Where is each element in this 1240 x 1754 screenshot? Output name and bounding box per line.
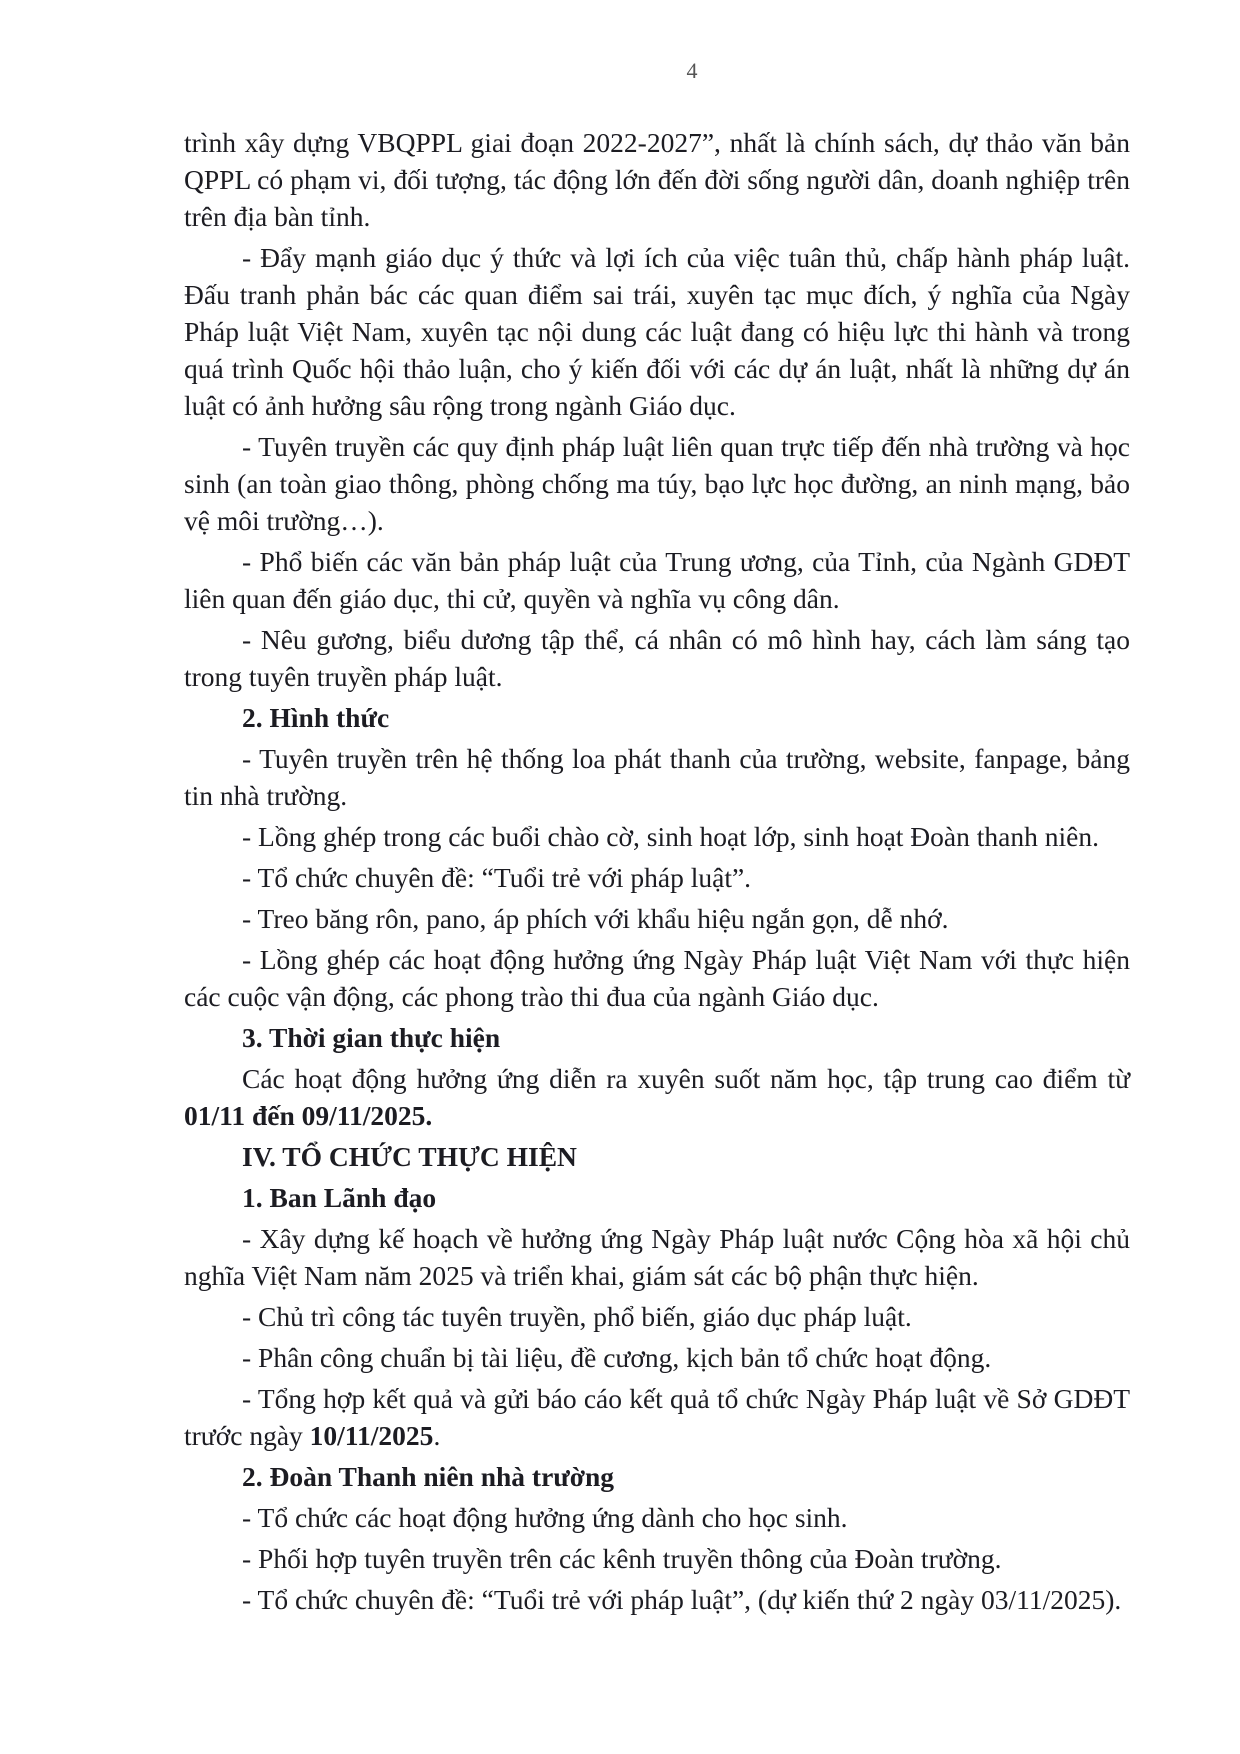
- heading-leadership: 1. Ban Lãnh đạo: [242, 1182, 437, 1213]
- paragraph-banners: - Treo băng rôn, pano, áp phích với khẩu hiệu ngắn gọn, dễ nhớ.: [242, 903, 949, 934]
- heading-youth-union: 2. Đoàn Thanh niên nhà trường: [242, 1461, 615, 1492]
- paragraph-youth-media: - Phối hợp tuyên truyền trên các kênh truyền thông của Đoàn trường.: [242, 1543, 1002, 1574]
- paragraph-youth-topic: - Tổ chức chuyên đề: “Tuổi trẻ với pháp luật”, (dự kiến thứ 2 ngày 03/11/2025).: [242, 1584, 1122, 1615]
- page-number: 4: [686, 58, 698, 83]
- paragraph-youth-activities: - Tổ chức các hoạt động hưởng ứng dành cho học sinh.: [242, 1502, 848, 1533]
- paragraph-campaigns: - Lồng ghép các hoạt động hưởng ứng Ngày Pháp luật Việt Nam với thực hiện các cuộc vận động, các phong trào thi đua của ngành Giáo dục.: [184, 944, 1130, 1012]
- paragraph-broadcast: - Tuyên truyền trên hệ thống loa phát thanh của trường, website, fanpage, bảng tin nhà trường.: [184, 743, 1130, 811]
- paragraph-report: [184, 1380, 1130, 1454]
- report-date: 10/11/2025: [309, 1420, 434, 1451]
- paragraph-integration: - Lồng ghép trong các buổi chào cờ, sinh hoạt lớp, sinh hoạt Đoàn thanh niên.: [242, 821, 1099, 852]
- report-period: .: [433, 1420, 441, 1451]
- report-text: - Tổng hợp kết quả và gửi báo cáo kết quả tổ chức Ngày Pháp luật về Sở GDĐT trước ngày: [184, 1383, 1130, 1451]
- paragraph-intro-continuation: trình xây dựng VBQPPL giai đoạn 2022-2027”, nhất là chính sách, dự thảo văn bản QPPL có phạm vi, đối tượng, tác động lớn đến đời sống người dân, doanh nghiệp trên trên địa bàn tỉnh.: [184, 127, 1130, 232]
- paragraph-commendation: - Nêu gương, biểu dương tập thể, cá nhân có mô hình hay, cách làm sáng tạo trong tuyên truyền pháp luật.: [184, 624, 1130, 692]
- heading-forms: 2. Hình thức: [242, 702, 390, 733]
- heading-organization: IV. TỔ CHỨC THỰC HIỆN: [242, 1141, 577, 1172]
- timeline-dates: 01/11 đến 09/11/2025.: [184, 1100, 433, 1131]
- paragraph-school-regulations: - Tuyên truyền các quy định pháp luật liên quan trực tiếp đến nhà trường và học sinh (an toàn giao thông, phòng chống ma túy, bạo lực học đường, an ninh mạng, bảo vệ môi trường…).: [184, 431, 1130, 536]
- timeline-text: Các hoạt động hưởng ứng diễn ra xuyên suốt năm học, tập trung cao điểm từ: [242, 1063, 1130, 1094]
- paragraph-timeline: [184, 1060, 1130, 1134]
- paragraph-assign: - Phân công chuẩn bị tài liệu, đề cương, kịch bản tổ chức hoạt động.: [242, 1342, 992, 1373]
- paragraph-plan: - Xây dựng kế hoạch về hưởng ứng Ngày Pháp luật nước Cộng hòa xã hội chủ nghĩa Việt Nam năm 2025 và triển khai, giám sát các bộ phận thực hiện.: [184, 1223, 1130, 1291]
- heading-timeline: 3. Thời gian thực hiện: [242, 1022, 501, 1053]
- paragraph-dissemination: - Phổ biến các văn bản pháp luật của Trung ương, của Tỉnh, của Ngành GDĐT liên quan đến giáo dục, thi cử, quyền và nghĩa vụ công dân.: [184, 546, 1130, 614]
- paragraph-legal-awareness: - Đẩy mạnh giáo dục ý thức và lợi ích của việc tuân thủ, chấp hành pháp luật. Đấu tranh phản bác các quan điểm sai trái, xuyên tạc mục đích, ý nghĩa của Ngày Pháp luật Việt Nam, xuyên tạc nội dung các luật đang có hiệu lực thi hành và trong quá trình Quốc hội thảo luận, cho ý kiến đối với các dự án luật, nhất là những dự án luật có ảnh hưởng sâu rộng trong ngành Giáo dục.: [184, 242, 1130, 421]
- paragraph-topic: - Tổ chức chuyên đề: “Tuổi trẻ với pháp luật”.: [242, 862, 752, 893]
- paragraph-preside: - Chủ trì công tác tuyên truyền, phổ biến, giáo dục pháp luật.: [242, 1301, 912, 1332]
